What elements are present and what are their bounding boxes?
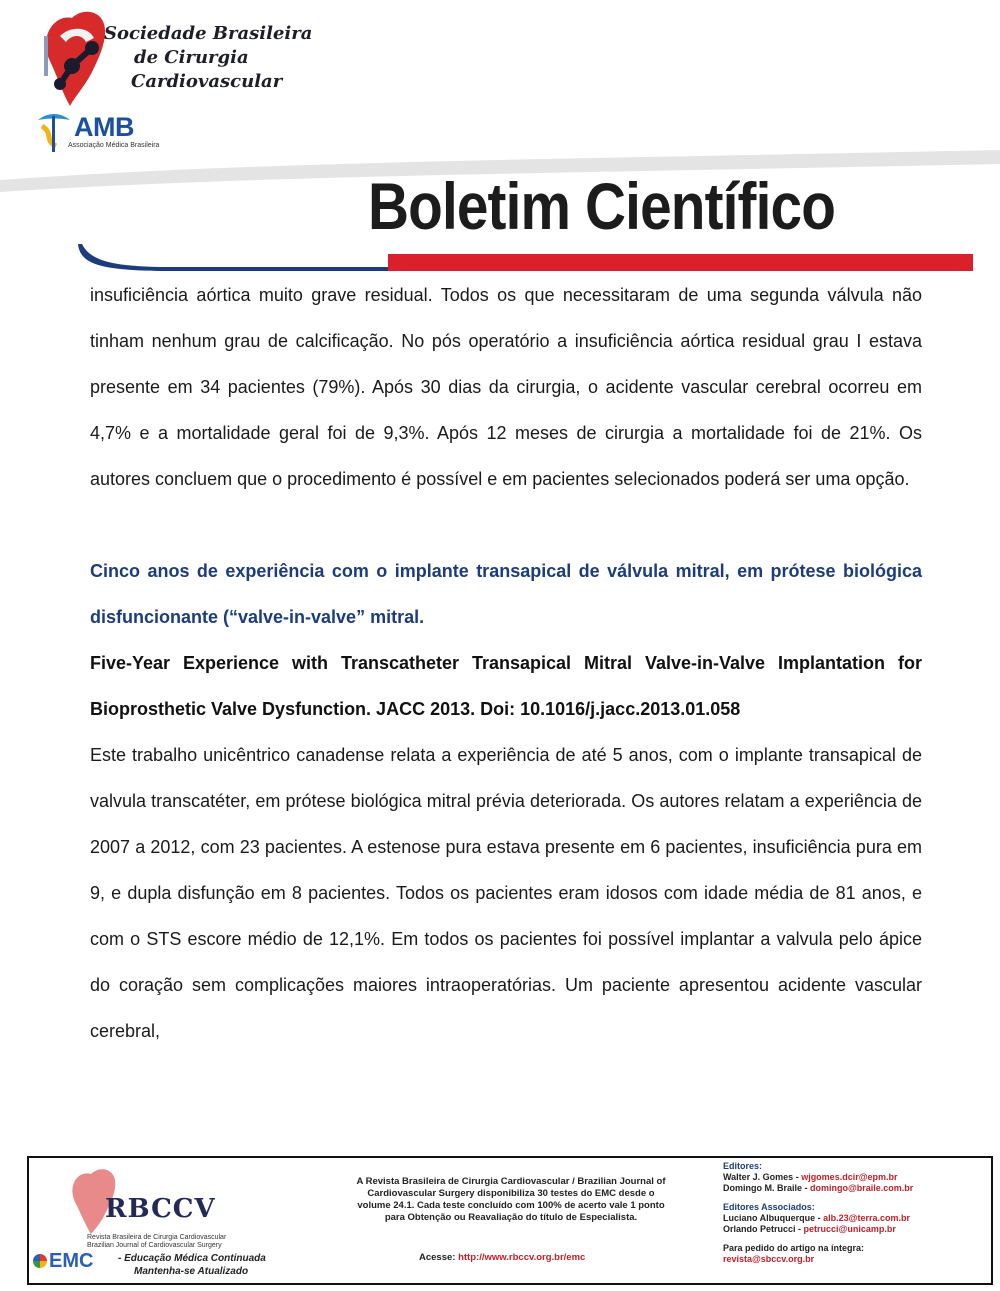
footer-box [27, 1156, 993, 1285]
emc-tagline [118, 1252, 266, 1278]
section-spacer [90, 502, 922, 548]
access-label: Acesse: [419, 1252, 456, 1263]
footer-center-text: A Revista Brasileira de Cirurgia Cardiovascular / Brazilian Journal of Cardiovascular Surgery disponibiliza 30 testes do EMC desde o volume 24.1. Cada teste concluído com 100% de acerto vale 1 ponto para Obtenção ou Reavaliação do título de Especialista. [356, 1176, 666, 1223]
associate-editor-2-email[interactable]: petrucci@unicamp.br [803, 1224, 896, 1234]
rbccv-label: RBCCV [105, 1194, 216, 1224]
emc-tagline-1: - Educação Médica Continuada [118, 1253, 266, 1264]
rbccv-subtitle [87, 1234, 226, 1250]
amb-label: AMB [74, 112, 134, 142]
request-email[interactable]: revista@sbccv.org.br [723, 1254, 815, 1264]
editor-2-name: Domingo M. Braile - [723, 1183, 811, 1193]
emc-globe-icon [33, 1254, 47, 1268]
associate-editor-2 [723, 1224, 913, 1235]
article-title-portuguese: Cinco anos de experiência com o implante transapical de válvula mitral, em prótese biológica disfuncionante (“valve-in-valve” mitral. [90, 561, 922, 627]
associate-editor-1 [723, 1213, 913, 1224]
access-link[interactable]: http://www.rbccv.org.br/emc [458, 1252, 586, 1263]
footer-editors [723, 1161, 913, 1265]
society-line-2: de Cirurgia [134, 47, 249, 68]
associate-editors-heading: Editores Associados: [723, 1202, 815, 1212]
rbccv-subtitle-pt: Revista Brasileira de Cirurgia Cardiovascular [87, 1234, 227, 1241]
associate-editor-2-name: Orlando Petrucci - [723, 1224, 804, 1234]
rbccv-logo [55, 1166, 230, 1249]
associate-editor-1-name: Luciano Albuquerque - [723, 1213, 824, 1223]
emc-tagline-2: Mantenha-se Atualizado [134, 1266, 249, 1277]
emc-logo [33, 1250, 93, 1273]
page-title: Boletim Científico [368, 169, 836, 243]
editor-1-name: Walter J. Gomes - [723, 1172, 802, 1182]
editor-2-email[interactable]: domingo@braile.com.br [810, 1183, 914, 1193]
editor-1 [723, 1172, 913, 1183]
amb-subtitle: Associação Médica Brasileira [68, 142, 160, 149]
editor-2 [723, 1183, 913, 1194]
society-name [104, 22, 312, 94]
page-header [0, 0, 1000, 280]
editors-gap [723, 1194, 913, 1202]
editors-heading: Editores: [723, 1161, 763, 1171]
request-gap [723, 1235, 913, 1243]
intro-paragraph: insuficiência aórtica muito grave residual. Todos os que necessitaram de uma segunda válvula não tinham nenhum grau de calcificação. No pós operatório a insuficiência aórtica residual grau I estava presente em 34 pacientes (79%). Após 30 dias da cirurgia, o acidente vascular cerebral ocorreu em 4,7% e a mortalidade geral foi de 9,3%. Após 12 meses de cirurgia a mortalidade foi de 21%. Os autores concluem que o procedimento é possível e em pacientes selecionados poderá ser uma opção. [90, 285, 922, 489]
rbccv-subtitle-en: Brazilian Journal of Cardiovascular Surgery [87, 1242, 222, 1249]
article-content [90, 272, 922, 1054]
request-heading: Para pedido do artigo na íntegra: [723, 1243, 865, 1253]
footer-access [419, 1252, 585, 1263]
society-line-1: Sociedade Brasileira [104, 23, 313, 44]
associate-editor-1-email[interactable]: alb.23@terra.com.br [823, 1213, 910, 1223]
article-paragraph: Este trabalho unicêntrico canadense relata a experiência de até 5 anos, com o implante transapical de valvula transcatéter, em prótese biológica mitral prévia deteriorada. Os autores relatam a experiência de 2007 a 2012, com 23 pacientes. A estenose pura estava presente em 6 pacientes, insuficiência pura em 9, e dupla disfunção em 8 pacientes. Todos os pacientes eram idosos com idade média de 81 anos, e com o STS escore médio de 12,1%. Em todos os pacientes foi possível implantar a valvula pelo ápice do coração sem complicações maiores intraoperatórias. Um paciente apresentou acidente vascular cerebral, [90, 745, 922, 1041]
emc-label: EMC [49, 1250, 94, 1272]
title-red-bar [388, 254, 973, 271]
society-line-3: Cardiovascular [131, 71, 283, 92]
editor-1-email[interactable]: wjgomes.dcir@epm.br [801, 1172, 898, 1182]
article-title-english: Five-Year Experience with Transcatheter Transapical Mitral Valve-in-Valve Implantation for Bioprosthetic Valve Dysfunction. JACC 2013. Doi: 10.1016/j.jacc.2013.01.058 [90, 653, 922, 719]
